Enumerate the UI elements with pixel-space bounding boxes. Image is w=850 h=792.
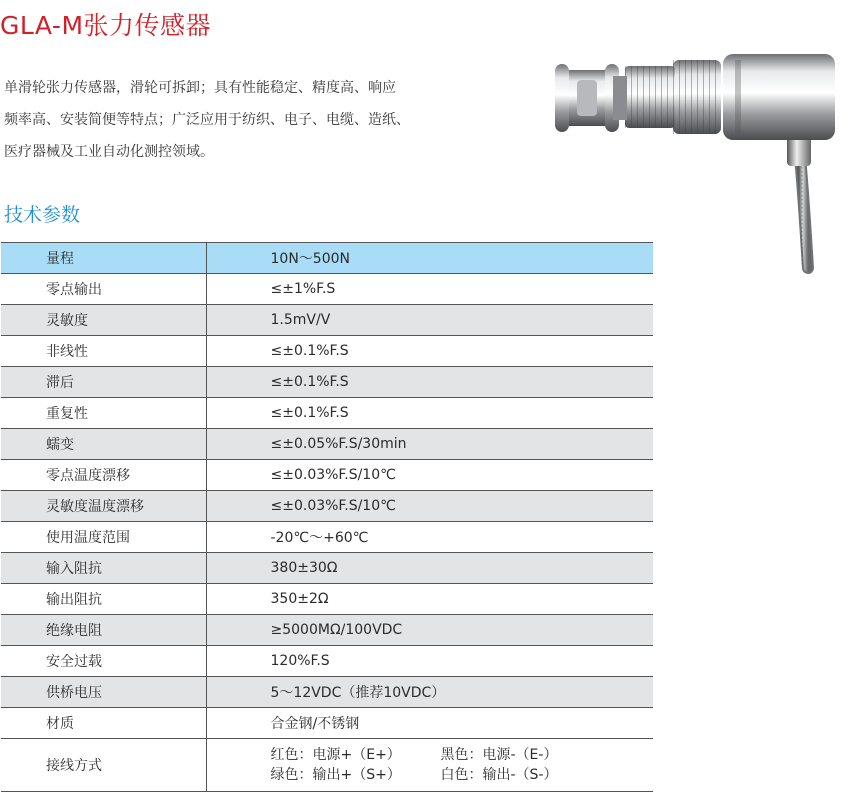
table-row [1,336,653,367]
spec-value: 120%F.S [206,646,653,677]
spec-label: 接线方式 [1,739,206,792]
spec-label: 蠕变 [1,429,206,460]
spec-label: 灵敏度温度漂移 [1,491,206,522]
table-row [1,429,653,460]
spec-value: ≤±0.1%F.S [206,336,653,367]
spec-label: 输入阻抗 [1,553,206,584]
spec-label: 输出阻抗 [1,584,206,615]
table-row [1,615,653,646]
spec-label: 使用温度范围 [1,522,206,553]
spec-value: 10N～500N [206,243,653,274]
intro-line: 单滑轮张力传感器，滑轮可拆卸；具有性能稳定、精度高、响应 [4,80,396,96]
wiring-color-entry: 红色：电源+（E+） [270,747,401,763]
wiring-value [206,739,653,792]
spec-label: 量程 [1,243,206,274]
wiring-color-entry: 绿色：输出+（S+） [270,767,401,783]
spec-value: ≤±0.05%F.S/30min [206,429,653,460]
table-row [1,460,653,491]
table-row [1,274,653,305]
table-row [1,646,653,677]
table-row [1,553,653,584]
spec-value: -20℃～+60℃ [206,522,653,553]
intro-text [4,72,474,168]
table-row [1,491,653,522]
page-title: GLA-M张力传感器 [0,11,212,40]
spec-label: 灵敏度 [1,305,206,336]
spec-value: ≤±0.03%F.S/10℃ [206,460,653,491]
table-row [1,522,653,553]
spec-label: 供桥电压 [1,677,206,708]
spec-label: 零点温度漂移 [1,460,206,491]
spec-value: 合金钢/不锈钢 [206,708,653,739]
table-row [1,367,653,398]
wiring-color-entry: 黑色：电源-（E-） [440,747,558,763]
table-row [1,739,653,792]
spec-label: 重复性 [1,398,206,429]
intro-line: 医疗器械及工业自动化测控领域。 [4,144,214,160]
table-row [1,305,653,336]
section-title: 技术参数 [4,204,81,226]
wiring-line [271,745,654,765]
spec-label: 滞后 [1,367,206,398]
table-row [1,584,653,615]
table-row [1,708,653,739]
spec-label: 零点输出 [1,274,206,305]
spec-value: 5～12VDC（推荐10VDC） [206,677,653,708]
wiring-line [271,765,654,785]
spec-value: ≤±0.03%F.S/10℃ [206,491,653,522]
spec-value: ≤±1%F.S [206,274,653,305]
spec-value: 1.5mV/V [206,305,653,336]
table-row [1,243,653,274]
spec-value: 350±2Ω [206,584,653,615]
wiring-color-entry: 白色：输出-（S-） [440,767,558,783]
spec-value: 380±30Ω [206,553,653,584]
spec-label: 材质 [1,708,206,739]
spec-value: ≤±0.1%F.S [206,398,653,429]
spec-table [1,242,653,792]
intro-line: 频率高、安装简便等特点；广泛应用于纺织、电子、电缆、造纸、 [4,112,410,128]
table-row [1,677,653,708]
spec-value: ≤±0.1%F.S [206,367,653,398]
spec-label: 绝缘电阻 [1,615,206,646]
spec-label: 安全过载 [1,646,206,677]
spec-label: 非线性 [1,336,206,367]
table-row [1,398,653,429]
spec-value: ≥5000MΩ/100VDC [206,615,653,646]
